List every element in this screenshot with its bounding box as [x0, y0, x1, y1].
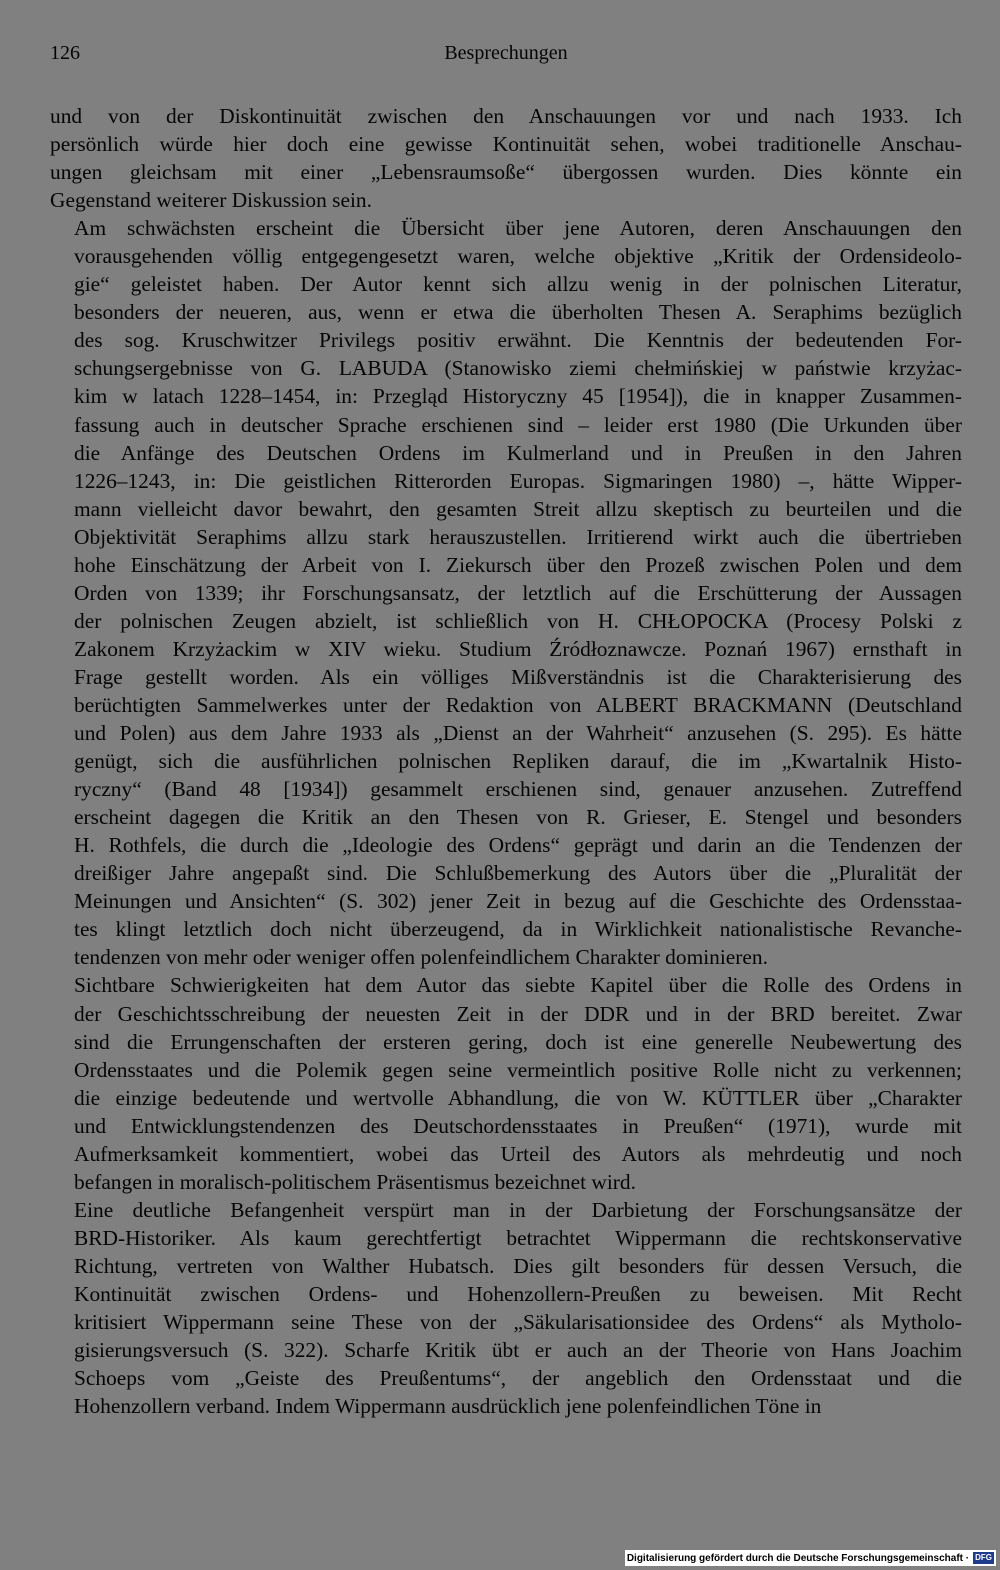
text-line: Am schwächsten erscheint die Übersicht über jene Autoren, deren Anschauungen den — [74, 216, 962, 241]
text-line: Eine deutliche Befangenheit verspürt man in der Darbietung der Forschungsansätze der — [74, 1197, 962, 1222]
digitization-footer — [625, 1550, 996, 1566]
text-line: die einzige bedeutende und wertvolle Abhandlung, die von W. KÜTTLER über „Charakter — [74, 1085, 962, 1110]
text-line: gie“ geleistet haben. Der Autor kennt sich allzu wenig in der polnischen Literatur, — [74, 272, 962, 297]
text-line: Schoeps vom „Geiste des Preußentums“, der angeblich den Ordensstaat und die — [74, 1366, 962, 1391]
text-line: der polnischen Zeugen abzielt, ist schließlich von H. CHŁOPOCKA (Procesy Polski z — [74, 608, 962, 633]
text-line: tendenzen von mehr oder weniger offen polenfeindlichem Charakter dominieren. — [74, 945, 768, 970]
running-title: Besprechungen — [444, 42, 568, 64]
text-line: und Entwicklungstendenzen des Deutschordensstaates in Preußen“ (1971), wurde mit — [74, 1113, 962, 1138]
text-line: genügt, sich die ausführlichen polnischen Repliken darauf, die im „Kwartalnik Histo- — [74, 749, 962, 774]
text-line: 1226–1243, in: Die geistlichen Ritterorden Europas. Sigmaringen 1980) –, hätte Wipper- — [74, 468, 962, 493]
paragraph — [50, 102, 962, 214]
text-line: Orden von 1339; ihr Forschungsansatz, der letztlich auf die Erschütterung der Aussagen — [74, 580, 962, 605]
page-header — [50, 42, 962, 72]
text-line: die Anfänge des Deutschen Ordens im Kulmerland und in Preußen in den Jahren — [74, 440, 962, 465]
text-line: und von der Diskontinuität zwischen den Anschauungen vor und nach 1933. Ich — [50, 104, 962, 128]
text-line: kim w latach 1228–1454, in: Przegląd Historyczny 45 [1954]), die in knapper Zusammen- — [74, 384, 962, 409]
text-line: und Polen) aus dem Jahre 1933 als „Dienst an der Wahrheit“ anzusehen (S. 295). Es hätte — [74, 721, 962, 746]
text-line: des sog. Kruschwitzer Privilegs positiv erwähnt. Die Kenntnis der bedeutenden For- — [74, 328, 962, 353]
paragraph — [50, 214, 962, 971]
text-line: dreißiger Jahre angepaßt sind. Die Schlußbemerkung des Autors über die „Pluralität der — [74, 861, 962, 886]
text-line: schungsergebnisse von G. LABUDA (Stanowisko ziemi chełmińskiej w państwie krzyżac- — [74, 356, 962, 381]
text-line: erscheint dagegen die Kritik an den Thesen von R. Grieser, E. Stengel und besonders — [74, 805, 962, 830]
dfg-logo: DFG — [975, 1553, 992, 1562]
text-line: Frage gestellt worden. Als ein völliges Mißverständnis ist die Charakterisierung des — [74, 664, 962, 689]
text-line: H. Rothfels, die durch die „Ideologie des Ordens“ geprägt und darin an die Tendenzen der — [74, 833, 962, 858]
text-line: Aufmerksamkeit kommentiert, wobei das Urteil des Autors als mehrdeutig und noch — [74, 1141, 962, 1166]
paragraph — [50, 1196, 962, 1420]
text-line: Kontinuität zwischen Ordens- und Hohenzollern-Preußen zu beweisen. Mit Recht — [74, 1281, 962, 1306]
page-number: 126 — [50, 42, 80, 64]
text-line: Ordensstaates und die Polemik gegen seine vermeintlich positive Rolle nicht zu verkennen; — [74, 1057, 962, 1082]
text-line: berüchtigten Sammelwerkes unter der Redaktion von ALBERT BRACKMANN (Deutschland — [74, 692, 962, 717]
text-line: BRD-Historiker. Als kaum gerechtfertigt betrachtet Wippermann die rechtskonservative — [74, 1225, 962, 1250]
text-line: Gegenstand weiterer Diskussion sein. — [50, 188, 372, 213]
text-line: besonders der neueren, aus, wenn er etwa die überholten Thesen A. Seraphims bezüglich — [74, 300, 962, 325]
text-line: tes klingt letztlich doch nicht überzeugend, da in Wirklichkeit nationalistische Revanche- — [74, 917, 962, 942]
text-line: hohe Einschätzung der Arbeit von I. Ziekursch über den Prozeß zwischen Polen und dem — [74, 552, 962, 577]
text-line: Meinungen und Ansichten“ (S. 302) jener Zeit in bezug auf die Geschichte des Ordensstaa- — [74, 889, 962, 914]
text-line: sind die Errungenschaften der ersteren gering, doch ist eine generelle Neubewertung des — [74, 1029, 962, 1054]
text-line: Hohenzollern verband. Indem Wippermann ausdrücklich jene polenfeindlichen Töne in — [74, 1394, 822, 1419]
text-line: mann vielleicht davor bewahrt, den gesamten Streit allzu skeptisch zu beurteilen und die — [74, 496, 962, 521]
text-line: Objektivität Seraphims allzu stark herauszustellen. Irritierend wirkt auch die übertrieben — [74, 524, 962, 549]
text-line: Richtung, vertreten von Walther Hubatsch. Dies gilt besonders für dessen Versuch, die — [74, 1253, 962, 1278]
text-line: kritisiert Wippermann seine These von der „Säkularisationsidee des Ordens“ als Mytholo- — [74, 1310, 962, 1335]
text-line: der Geschichtsschreibung der neuesten Zeit in der DDR und in der BRD bereitet. Zwar — [74, 1001, 962, 1026]
text-line: Zakonem Krzyżackim w XIV wieku. Studium Źródłoznawcze. Poznań 1967) ernsthaft in — [74, 636, 962, 661]
text-line: fassung auch in deutscher Sprache erschienen sind – leider erst 1980 (Die Urkunden über — [74, 412, 962, 437]
text-line: vorausgehenden völlig entgegengesetzt waren, welche objektive „Kritik der Ordensideolo- — [74, 244, 962, 269]
text-line: persönlich würde hier doch eine gewisse Kontinuität sehen, wobei traditionelle Anschau- — [50, 132, 962, 157]
text-line: gisierungsversuch (S. 322). Scharfe Kritik übt er auch an der Theorie von Hans Joachim — [74, 1338, 962, 1363]
paragraph — [50, 971, 962, 1195]
text-line: ryczny“ (Band 48 [1934]) gesammelt erschienen sind, genauer anzusehen. Zutreffend — [74, 777, 962, 802]
text-line: Sichtbare Schwierigkeiten hat dem Autor das siebte Kapitel über die Rolle des Ordens in — [74, 973, 962, 998]
text-line: ungen gleichsam mit einer „Lebensraumsoße“ übergossen wurden. Dies könnte ein — [50, 160, 962, 185]
body-text — [50, 102, 962, 1420]
footer-text: Digitalisierung gefördert durch die Deutsche Forschungsgemeinschaft · — [626, 1552, 970, 1564]
text-line: befangen in moralisch-politischem Präsentismus bezeichnet wird. — [74, 1169, 636, 1194]
